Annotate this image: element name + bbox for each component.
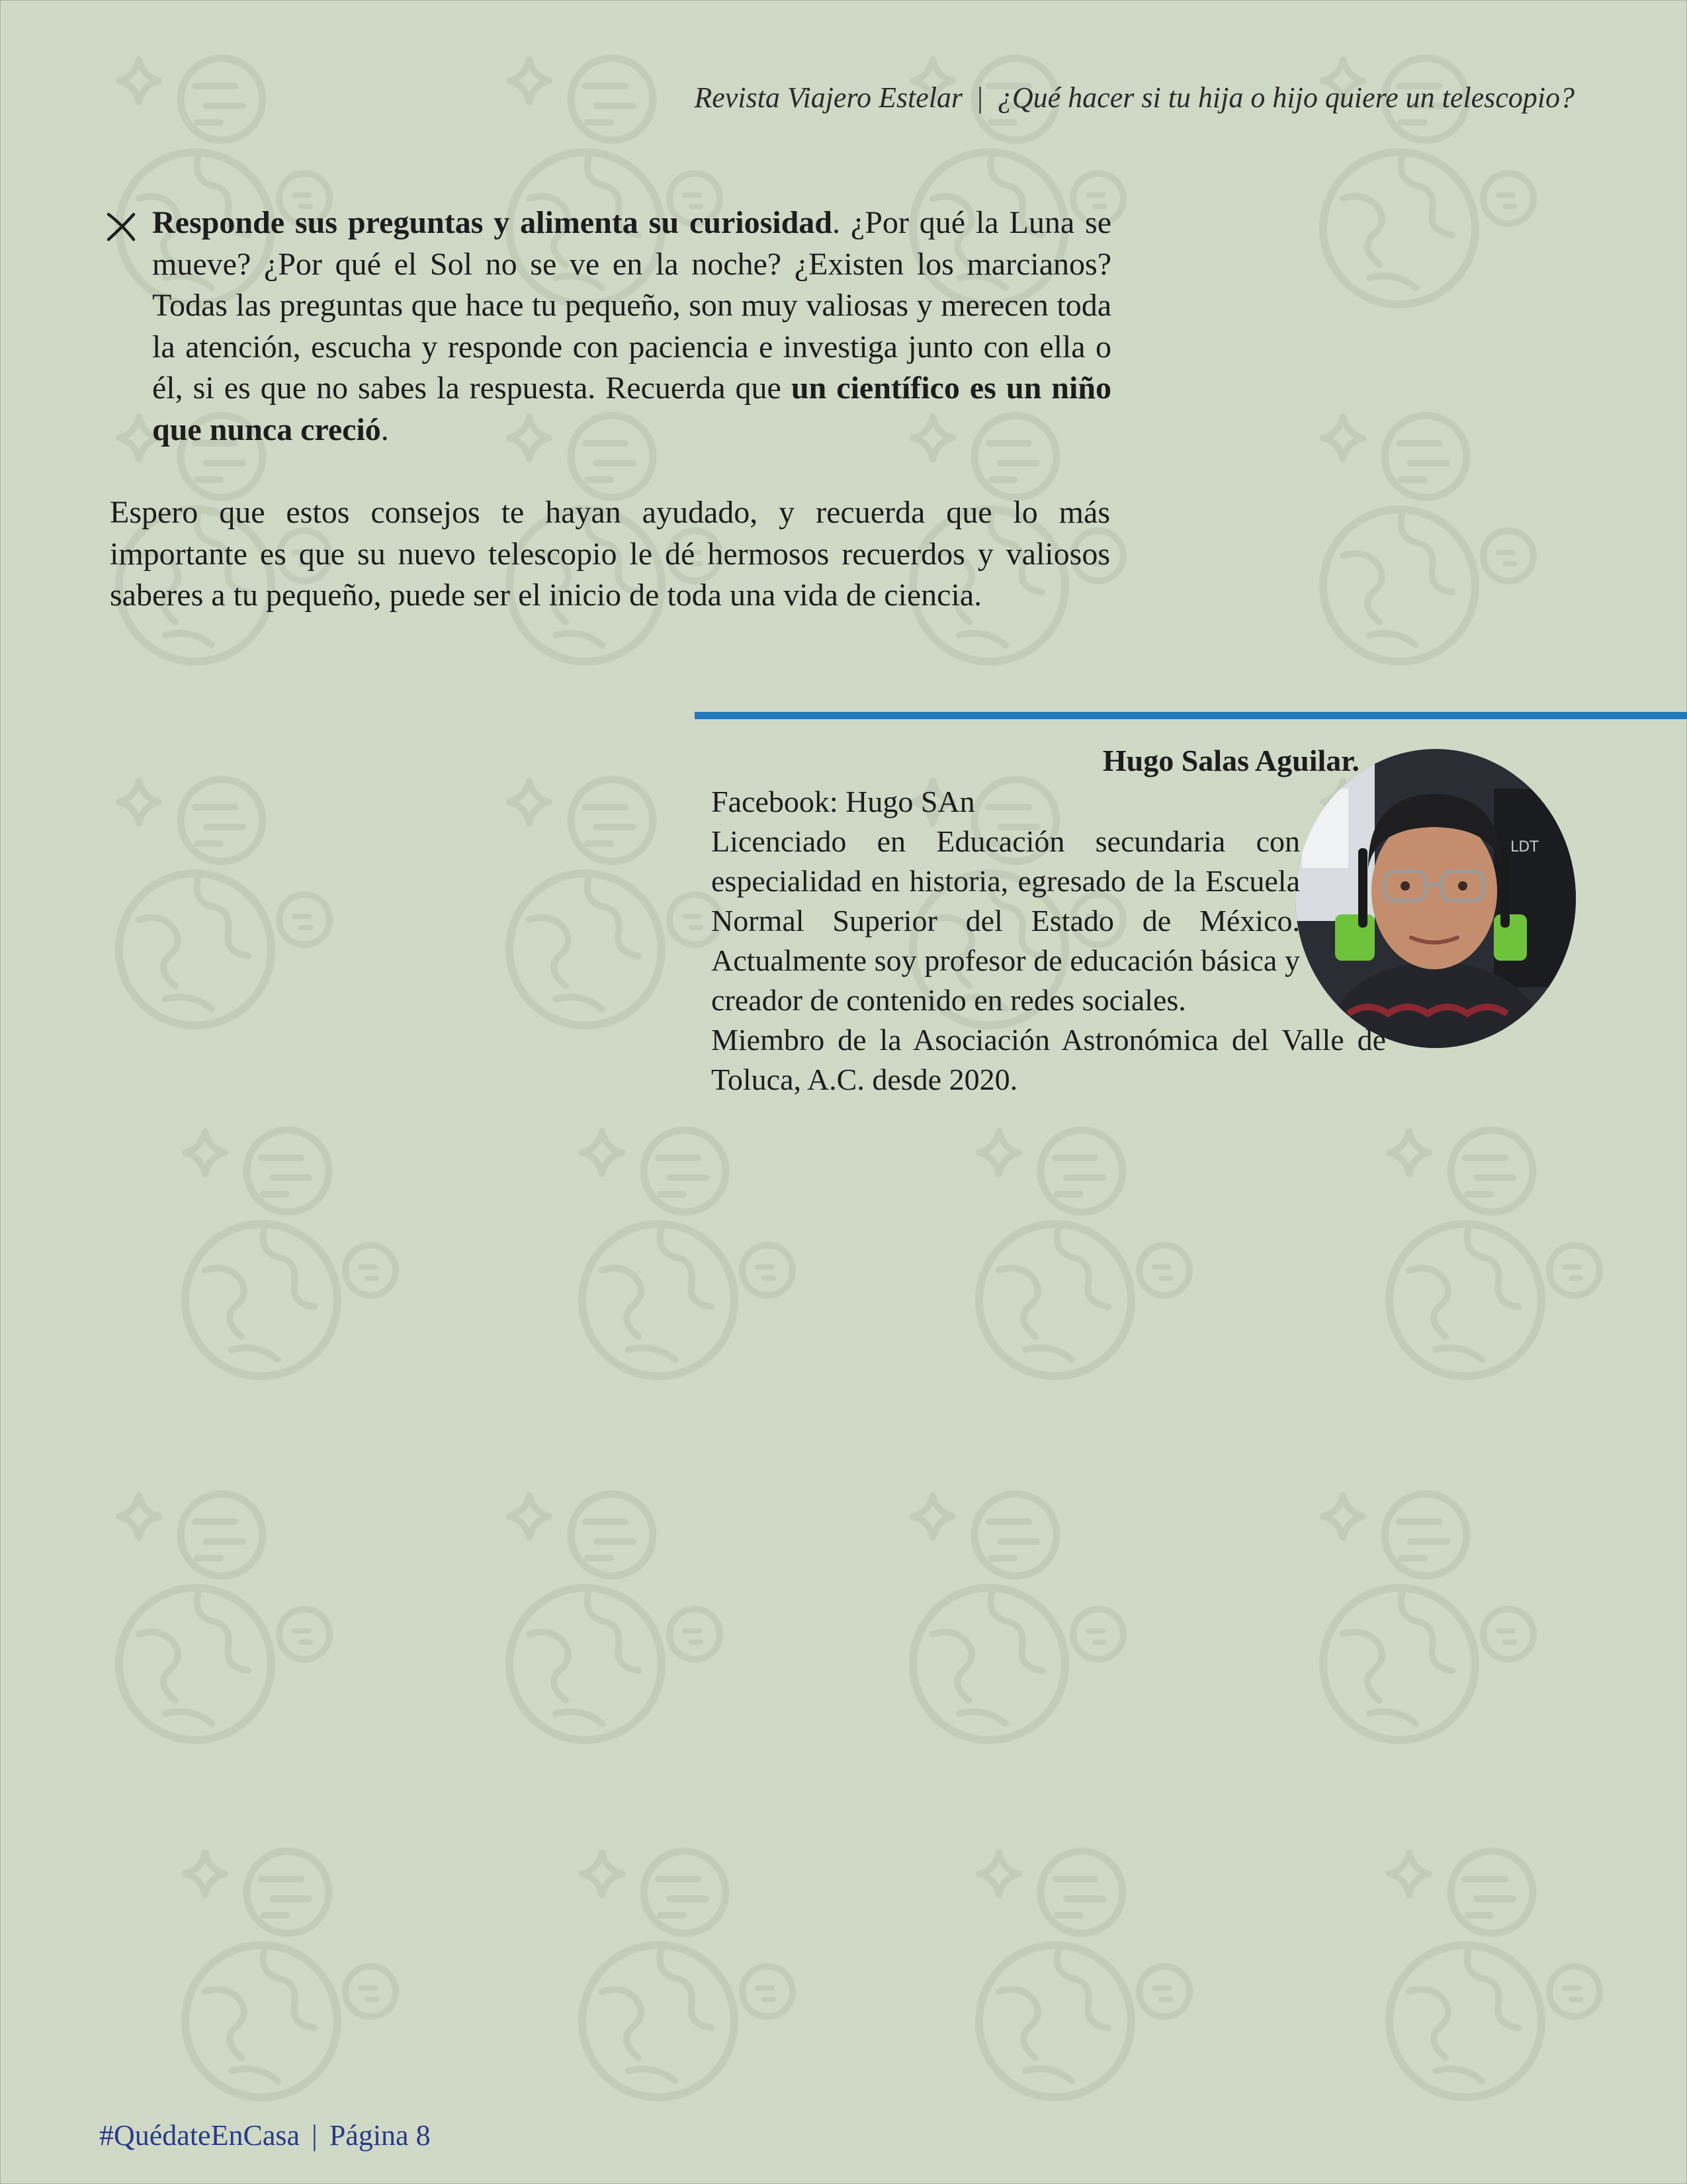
- page-footer: [99, 2118, 431, 2152]
- tip-lead: Responde sus preguntas y alimenta su curiosidad: [152, 205, 832, 240]
- closing-section: [110, 492, 1110, 617]
- article-title: ¿Qué hacer si tu hija o hijo quiere un telescopio?: [997, 81, 1575, 114]
- author-box: [711, 740, 1386, 1100]
- page-number: Página 8: [329, 2119, 431, 2152]
- author-bio: [711, 782, 1386, 1100]
- footer-separator: |: [312, 2119, 318, 2152]
- author-facebook: Facebook: Hugo SAn: [711, 785, 975, 818]
- author-bio-membership: Miembro de la Asociación Astronómica del Valle de Toluca, A.C. desde 2020.: [711, 1023, 1386, 1096]
- author-name: Hugo Salas Aguilar.: [1102, 744, 1360, 777]
- tip-paragraph: [152, 202, 1111, 451]
- tip-quote: un científico es un niño que nunca creció: [152, 371, 1112, 447]
- magazine-title: Revista Viajero Estelar: [694, 81, 963, 114]
- footer-hashtag: #QuédateEnCasa: [99, 2119, 300, 2152]
- svg-text:LDT: LDT: [1510, 839, 1539, 855]
- tip-bullet: [106, 202, 1111, 451]
- x-mark-icon: [106, 212, 136, 242]
- author-bio-main: Licenciado en Educación secundaria con especialidad en historia, egresado de la Escuela Normal Superior del Estado de México. Actualmente soy profesor de educación básica y creador de contenido en redes sociales.: [711, 824, 1300, 1017]
- running-header: [694, 81, 1575, 114]
- header-separator: |: [977, 81, 983, 114]
- author-divider: [695, 712, 1687, 719]
- closing-paragraph: Espero que estos consejos te hayan ayudado, y recuerda que lo más importante es que su nuevo telescopio le dé hermosos recuerdos y valiosos saberes a tu pequeño, puede ser el inicio de toda una vida de ciencia.: [110, 495, 1110, 613]
- tip-text: . ¿Por qué la Luna se mueve? ¿Por qué el Sol no se ve en la noche? ¿Existen los marcianos? Todas las preguntas que hace tu pequeño, son muy valiosas y merecen toda la atención, escucha y responde con paciencia e investiga junto con ella o él, si es que no sabes la respuesta. Recuerda que: [152, 205, 1111, 406]
- tip-end: .: [380, 412, 389, 447]
